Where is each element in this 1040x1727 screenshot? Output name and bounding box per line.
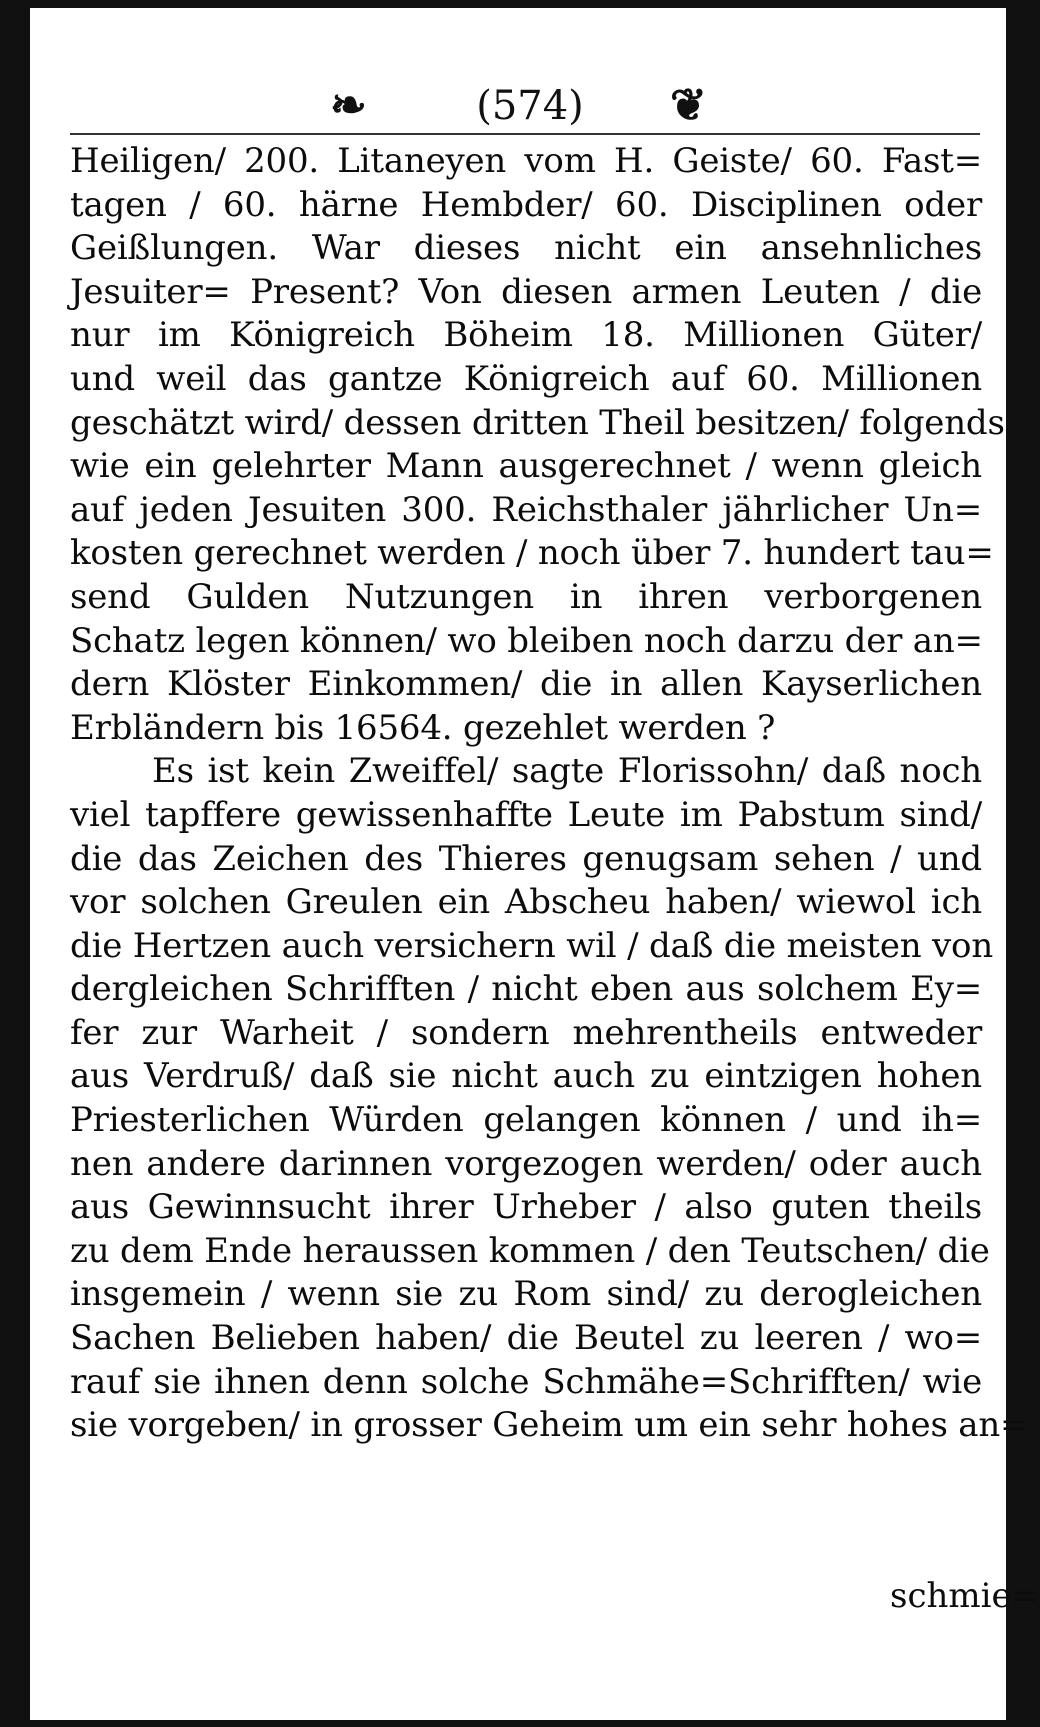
- text-line: rauf sie ihnen denn solche Schmähe=Schrifften/ wie: [70, 1361, 982, 1402]
- catchword: schmie=: [890, 1576, 1040, 1616]
- text-line: auf jeden Jesuiten 300. Reichsthaler jährlicher Un=: [70, 489, 982, 530]
- text-line: Jesuiter= Present? Von diesen armen Leuten / die: [70, 271, 982, 312]
- paragraph-end-line: Erbländern bis 16564. gezehlet werden ?: [70, 707, 776, 748]
- book-page: [30, 8, 1040, 1720]
- text-line: insgemein / wenn sie zu Rom sind/ zu derogleichen: [70, 1274, 982, 1315]
- text-line: Heiligen/ 200. Litaneyen vom H. Geiste/ 60. Fast=: [70, 141, 982, 181]
- text-line: sie vorgeben/ in grosser Geheim um ein sehr hohes an=: [70, 1405, 1029, 1446]
- paragraph-start-line: Es ist kein Zweiffel/ sagte Florissohn/ daß noch: [152, 751, 982, 792]
- text-line: dergleichen Schrifften / nicht eben aus solchem Ey=: [70, 969, 982, 1010]
- text-line: die das Zeichen des Thieres genugsam sehen / und: [70, 838, 982, 879]
- text-line: und weil das gantze Königreich auf 60. Millionen: [70, 358, 982, 399]
- text-line: aus Verdruß/ daß sie nicht auch zu eintzigen hohen: [70, 1056, 982, 1097]
- text-line: wie ein gelehrter Mann ausgerechnet / wenn gleich: [70, 446, 982, 487]
- text-line: send Gulden Nutzungen in ihren verborgenen: [70, 576, 982, 617]
- text-line: aus Gewinnsucht ihrer Urheber / also guten theils: [70, 1187, 982, 1228]
- text-line: Schatz legen können/ wo bleiben noch darzu der an=: [70, 620, 983, 661]
- body-text: [70, 140, 1029, 1448]
- text-line: tagen / 60. härne Hembder/ 60. Disciplinen oder: [70, 184, 982, 225]
- text-line: Priesterlichen Würden gelangen können / und ih=: [70, 1100, 982, 1141]
- page-number: (574): [476, 83, 584, 129]
- page-header: [30, 76, 1006, 136]
- text-line: viel tapffere gewissenhaffte Leute im Pabstum sind/: [70, 794, 982, 835]
- text-line: vor solchen Greulen ein Abscheu haben/ wiewol ich: [70, 882, 982, 923]
- text-line: Geißlungen. War dieses nicht ein ansehnliches: [70, 228, 982, 269]
- ornament-left-icon: ❧: [330, 80, 367, 131]
- text-line: geschätzt wird/ dessen dritten Theil besitzen/ folgends: [70, 402, 1005, 443]
- text-line: die Hertzen auch versichern wil / daß die meisten von: [70, 925, 994, 966]
- text-line: nen andere darinnen vorgezogen werden/ oder auch: [70, 1143, 982, 1184]
- header-rule: [70, 133, 980, 135]
- text-line: dern Klöster Einkommen/ die in allen Kayserlichen: [70, 664, 982, 705]
- ornament-right-icon: ❦: [670, 80, 707, 131]
- text-line: zu dem Ende heraussen kommen / den Teutschen/ die: [70, 1230, 990, 1271]
- text-line: Sachen Belieben haben/ die Beutel zu leeren / wo=: [70, 1318, 982, 1359]
- text-line: nur im Königreich Böheim 18. Millionen Güter/: [70, 315, 982, 356]
- text-line: fer zur Warheit / sondern mehrentheils entweder: [70, 1012, 982, 1053]
- text-line: kosten gerechnet werden / noch über 7. hundert tau=: [70, 533, 994, 574]
